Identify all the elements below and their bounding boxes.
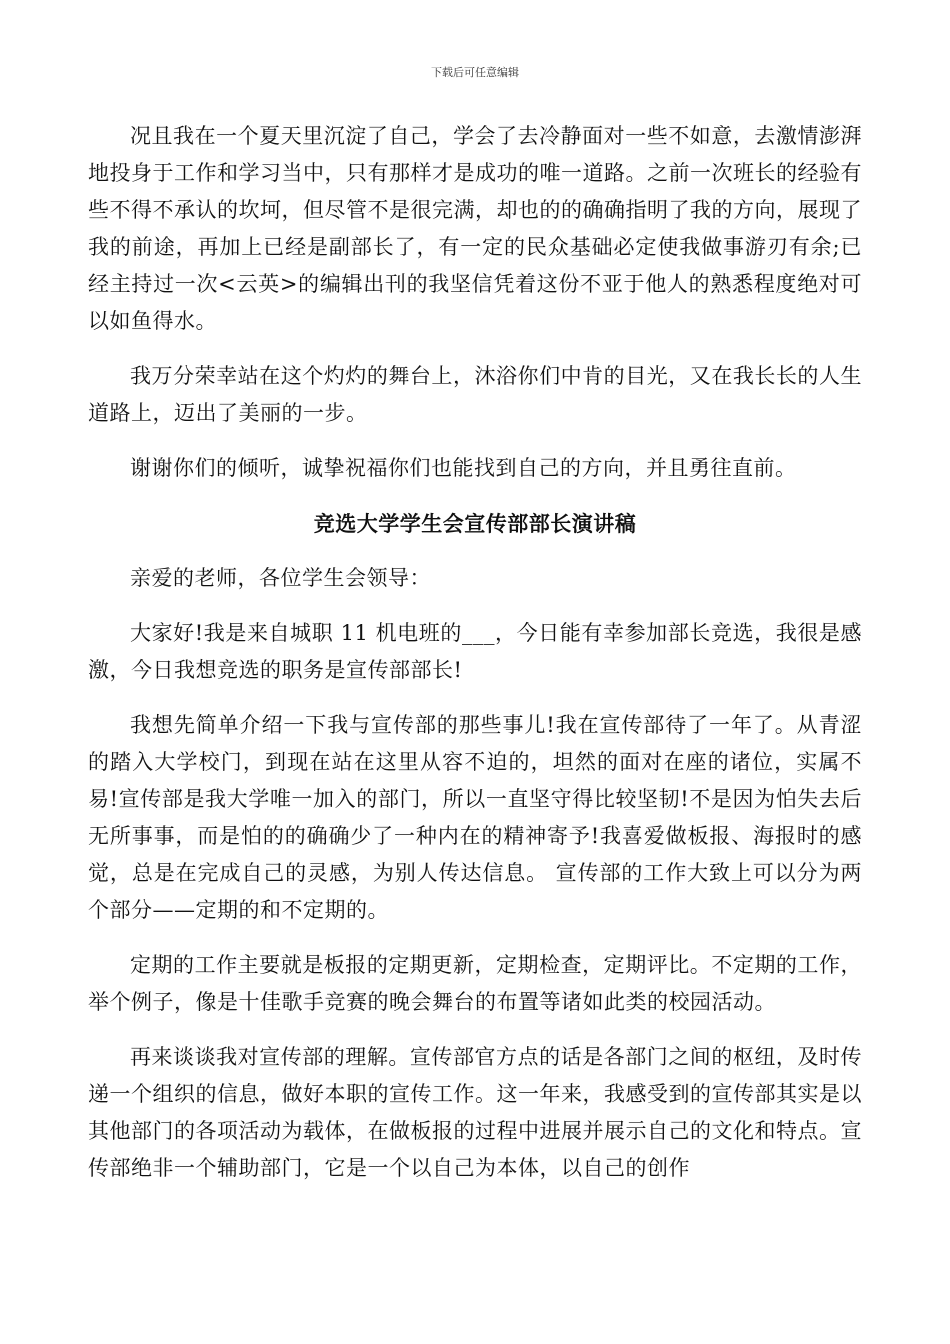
paragraph: 定期的工作主要就是板报的定期更新，定期检查，定期评比。不定期的工作，举个例子，像是十佳歌手竞赛的晚会舞台的布置等诸如此类的校园活动。 [88, 953, 862, 1014]
speech-title: 竞选大学学生会宣传部部长演讲稿 [313, 511, 637, 536]
salutation: 亲爱的老师，各位学生会领导： [130, 566, 431, 590]
paragraph: 谢谢你们的倾听，诚挚祝福你们也能找到自己的方向，并且勇往直前。 [130, 456, 797, 480]
paragraph: 我万分荣幸站在这个灼灼的舞台上，沐浴你们中肯的目光，又在我长长的人生道路上，迈出了美丽的一步。 [88, 364, 862, 425]
document-body [88, 118, 862, 1205]
page-header: 下载后可任意编辑 [431, 66, 519, 79]
paragraph: 再来谈谈我对宣传部的理解。宣传部官方点的话是各部门之间的枢纽，及时传递一个组织的信息，做好本职的宣传工作。这一年来，我感受到的宣传部其实是以其他部门的各项活动为载体，在做板报的过程中进展并展示自己的文化和特点。宣传部绝非一个辅助部门，它是一个以自己为本体，以自己的创作 [88, 1045, 862, 1180]
paragraph: 况且我在一个夏天里沉淀了自己，学会了去冷静面对一些不如意，去激情澎湃地投身于工作和学习当中，只有那样才是成功的唯一道路。之前一次班长的经验有些不得不承认的坎坷，但尽管不是很完满，却也的的确确指明了我的方向，展现了我的前途，再加上已经是副部长了，有一定的民众基础必定使我做事游刃有余;已经主持过一次<云英>的编辑出刊的我坚信凭着这份不亚于他人的熟悉程度绝对可以如鱼得水。 [88, 124, 862, 333]
paragraph: 大家好!我是来自城职 11 机电班的___，今日能有幸参加部长竞选，我很是感激，今日我想竞选的职务是宣传部部长! [88, 621, 862, 682]
paragraph: 我想先简单介绍一下我与宣传部的那些事儿!我在宣传部待了一年了。从青涩的踏入大学校门，到现在站在这里从容不迫的，坦然的面对在座的诸位，实属不易!宣传部是我大学唯一加入的部门，所以一直坚守得比较坚韧!不是因为怕失去后无所事事，而是怕的的确确少了一种内在的精神寄予!我喜爱做板报、海报时的感觉，总是在完成自己的灵感，为别人传达信息。 宣传部的工作大致上可以分为两个部分——定期的和不定期的。 [88, 713, 862, 922]
